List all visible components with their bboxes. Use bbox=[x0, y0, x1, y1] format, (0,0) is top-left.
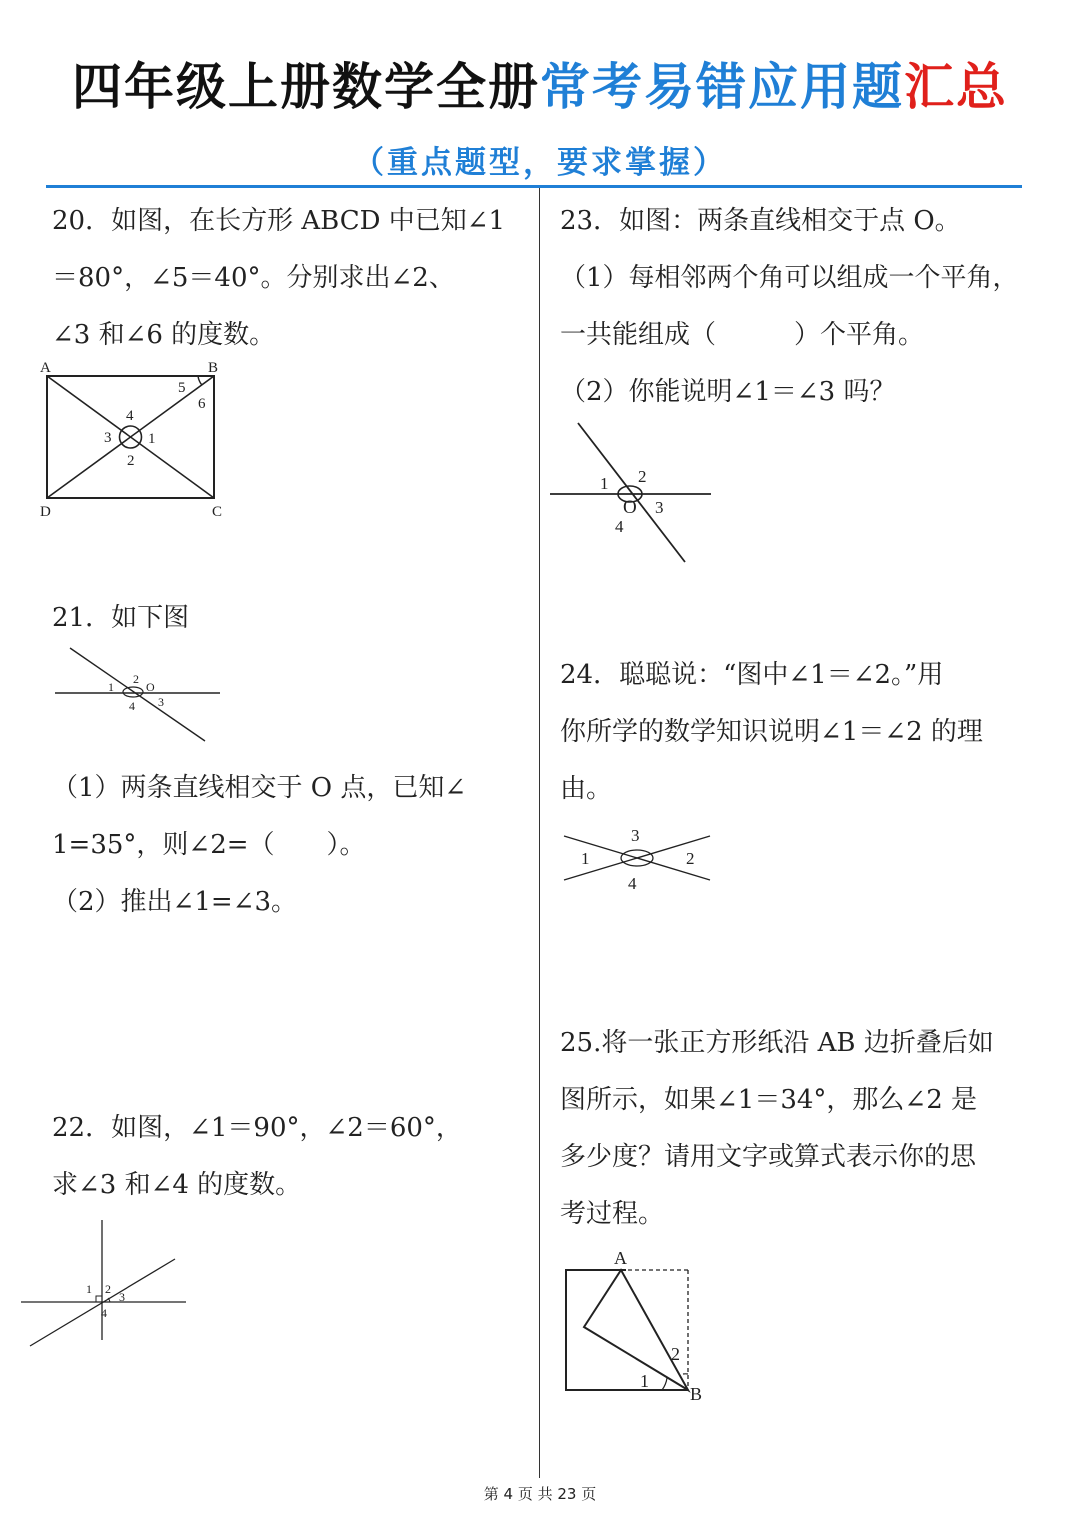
question-24-line: 你所学的数学知识说明∠1＝∠2 的理 bbox=[560, 717, 983, 747]
angle-label-2: 2 bbox=[127, 453, 135, 469]
question-22-line: 22．如图，∠1＝90°，∠2＝60°， bbox=[52, 1113, 462, 1143]
question-23-line: （1）每相邻两个角可以组成一个平角， bbox=[560, 263, 1019, 293]
angle-label-1: 1 bbox=[108, 680, 114, 694]
page-number: 第 4 页 共 23 页 bbox=[483, 1485, 597, 1503]
question-21-parts bbox=[52, 760, 466, 931]
question-21-line: 21．如下图 bbox=[52, 603, 190, 633]
question-21 bbox=[52, 590, 189, 647]
question-23-line: 23．如图：两条直线相交于点 O。 bbox=[560, 206, 961, 236]
question-25-line: 考过程。 bbox=[560, 1199, 665, 1229]
angle-label-4: 4 bbox=[615, 517, 624, 536]
question-21-line: （2）推出∠1=∠3。 bbox=[52, 887, 297, 917]
point-label-o: O bbox=[623, 497, 637, 518]
angle-label-1: 1 bbox=[86, 1282, 92, 1296]
angle-label-6: 6 bbox=[198, 396, 206, 412]
figure-24-crossing-lines bbox=[560, 820, 720, 900]
point-label-a: A bbox=[614, 1248, 627, 1268]
angle-label-4: 4 bbox=[126, 408, 134, 424]
question-25-line: 图所示，如果∠1＝34°，那么∠2 是 bbox=[560, 1085, 978, 1115]
title-part-black: 四年级上册数学全册 bbox=[72, 58, 540, 116]
angle-label-2: 2 bbox=[133, 672, 139, 686]
label-c: C bbox=[212, 504, 223, 520]
angle-label-4: 4 bbox=[129, 699, 135, 713]
question-23-line: 一共能组成（ ）个平角。 bbox=[560, 320, 925, 350]
question-22 bbox=[52, 1100, 462, 1214]
angle-label-1: 1 bbox=[600, 474, 609, 493]
column-divider bbox=[539, 188, 540, 1478]
question-25-line: 25.将一张正方形纸沿 AB 边折叠后如 bbox=[560, 1028, 994, 1058]
angle-label-2: 2 bbox=[105, 1282, 111, 1296]
angle-label-2: 2 bbox=[686, 849, 695, 868]
question-24-line: 由。 bbox=[560, 774, 613, 804]
question-20-line: ∠3 和∠6 的度数。 bbox=[52, 320, 276, 350]
question-21-line: 1=35°，则∠2=（ ）。 bbox=[52, 830, 366, 860]
page-title bbox=[0, 52, 1080, 122]
title-part-red: 汇总 bbox=[904, 58, 1008, 116]
label-b: B bbox=[208, 360, 219, 376]
figure-21-intersecting-lines bbox=[50, 640, 230, 750]
angle-label-3: 3 bbox=[104, 430, 112, 446]
question-24 bbox=[560, 647, 983, 818]
angle-label-4: 4 bbox=[101, 1306, 107, 1320]
label-d: D bbox=[40, 504, 51, 520]
angle-label-1: 1 bbox=[581, 849, 590, 868]
angle-label-4: 4 bbox=[628, 874, 637, 893]
angle-label-3: 3 bbox=[119, 1290, 125, 1304]
angle-label-2: 2 bbox=[671, 1344, 680, 1364]
question-20-line: ＝80°，∠5＝40°。分别求出∠2、 bbox=[52, 263, 455, 293]
question-21-line: （1）两条直线相交于 O 点，已知∠ bbox=[52, 773, 467, 803]
question-23 bbox=[560, 193, 1019, 421]
point-label-b: B bbox=[690, 1384, 703, 1404]
angle-label-3: 3 bbox=[158, 695, 164, 709]
point-label-o: O bbox=[146, 680, 155, 694]
figure-25-folded-square bbox=[556, 1240, 716, 1410]
question-22-line: 求∠3 和∠4 的度数。 bbox=[52, 1170, 302, 1200]
header-divider bbox=[46, 185, 1022, 188]
figure-20-rectangle bbox=[30, 352, 240, 524]
question-24-line: 24．聪聪说：“图中∠1＝∠2。”用 bbox=[560, 660, 944, 690]
question-25-line: 多少度？请用文字或算式表示你的思 bbox=[560, 1142, 977, 1172]
angle-label-3: 3 bbox=[631, 826, 640, 845]
figure-23-intersecting-lines bbox=[548, 418, 718, 568]
figure-22-three-lines bbox=[18, 1215, 193, 1355]
question-20 bbox=[52, 193, 505, 364]
angle-label-3: 3 bbox=[655, 498, 664, 517]
question-25 bbox=[560, 1015, 994, 1243]
angle-label-1: 1 bbox=[148, 431, 156, 447]
angle-label-1: 1 bbox=[640, 1371, 649, 1391]
question-20-line: 20．如图，在长方形 ABCD 中已知∠1 bbox=[52, 206, 506, 236]
title-part-blue: 常考易错应用题 bbox=[540, 58, 904, 116]
page-subtitle: （重点题型，要求掌握） bbox=[353, 145, 727, 181]
angle-label-5: 5 bbox=[178, 380, 186, 396]
question-23-line: （2）你能说明∠1＝∠3 吗？ bbox=[560, 377, 896, 407]
angle-label-2: 2 bbox=[638, 467, 647, 486]
label-a: A bbox=[40, 360, 51, 376]
